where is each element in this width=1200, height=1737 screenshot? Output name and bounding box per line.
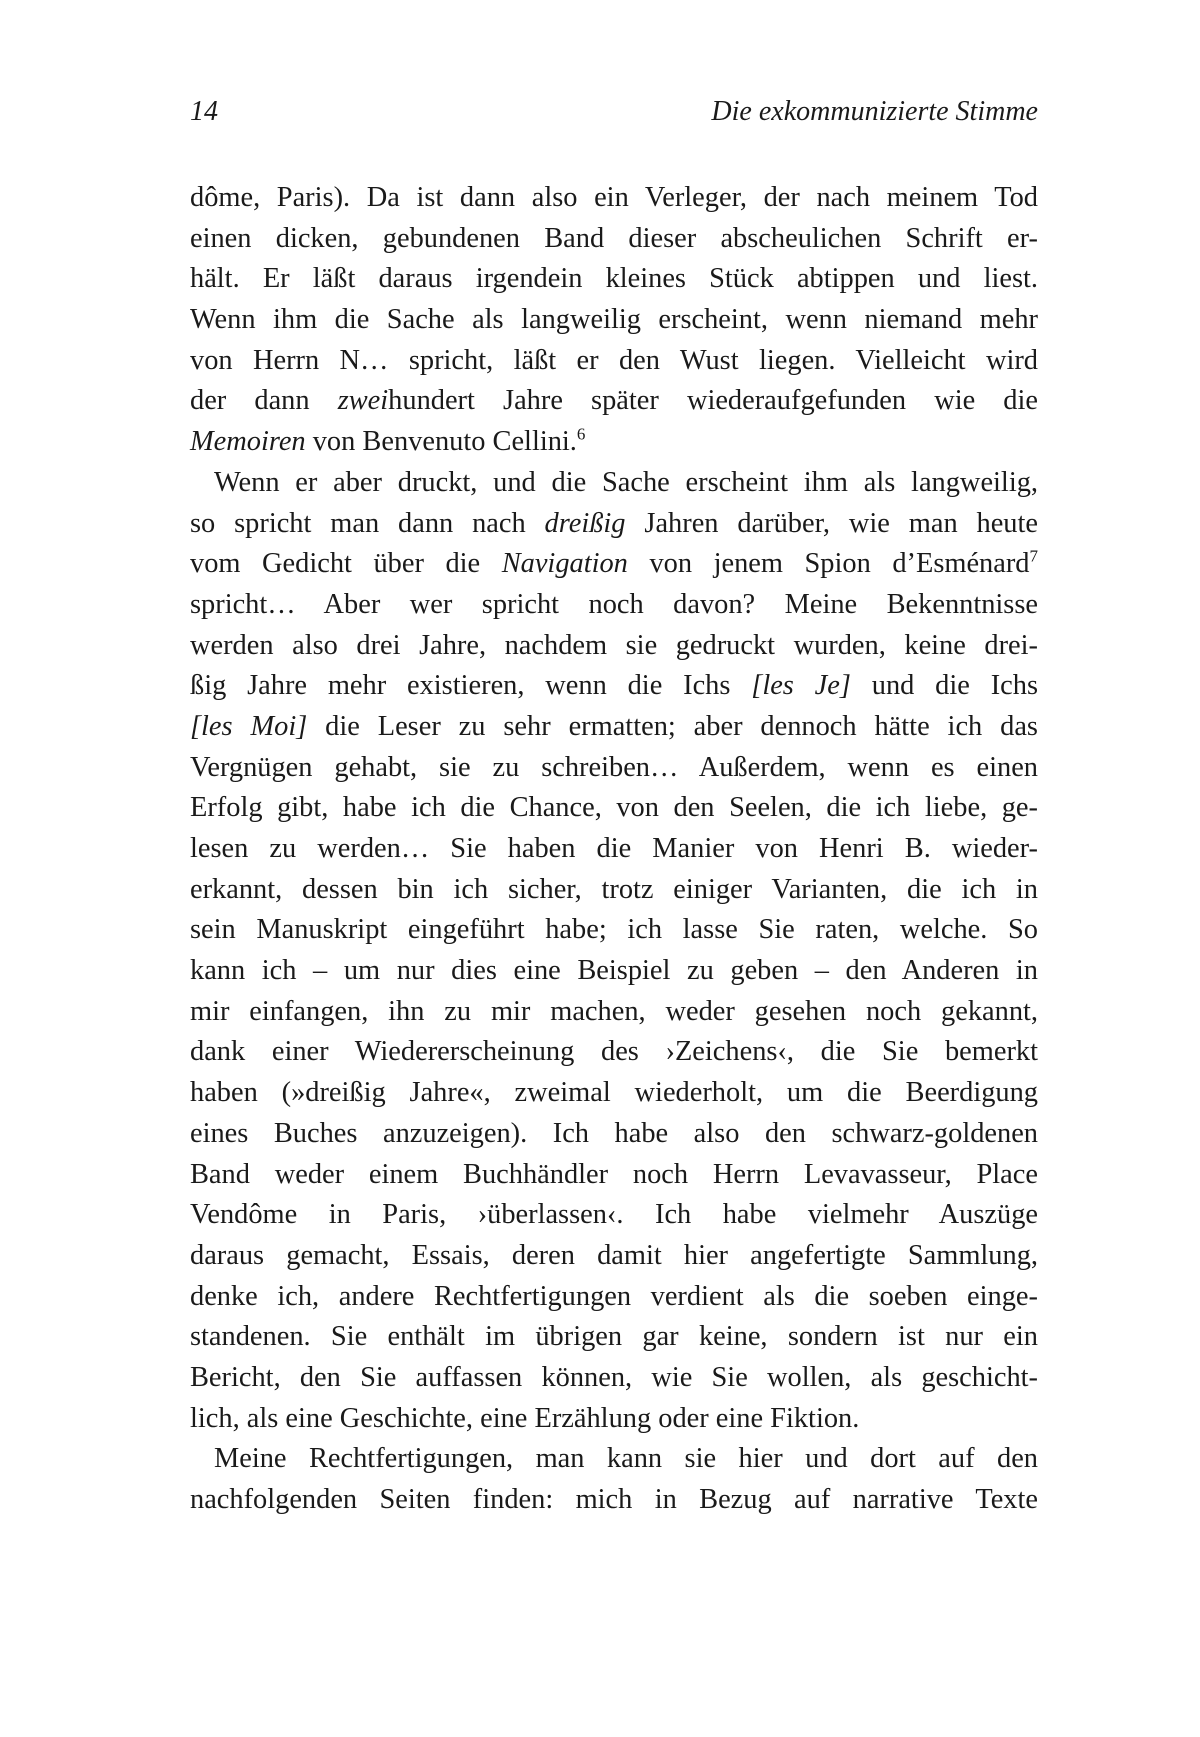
text-line: lich, als eine Geschichte, eine Erzählung oder eine Fiktion.: [190, 1402, 860, 1434]
text-line: von Herrn N… spricht, läßt er den Wust liegen. Vielleicht wird: [190, 344, 1038, 376]
text-line: denke ich, andere Rechtfertigungen verdient als die soeben einge-: [190, 1280, 1038, 1312]
text-line: dôme, Paris). Da ist dann also ein Verleger, der nach meinem Tod: [190, 182, 1038, 213]
text-segment: der dann: [190, 385, 338, 417]
paragraph: [190, 463, 1038, 1440]
text-segment: und die Ichs: [850, 670, 1038, 702]
running-title: Die exkommunizierte Stimme: [711, 96, 1038, 127]
emphasis: Memoiren: [190, 426, 306, 458]
paragraph: [190, 1439, 1038, 1520]
footnote-marker[interactable]: 6: [576, 424, 586, 444]
text-line: werden also drei Jahre, nachdem sie gedruckt wurden, keine drei-: [190, 629, 1038, 661]
paragraph: [190, 178, 1038, 463]
text-line: Bericht, den Sie auffassen können, wie Sie wollen, als geschicht-: [190, 1361, 1038, 1393]
text-line: einen dicken, gebundenen Band dieser abscheulichen Schrift er-: [190, 222, 1038, 254]
text-segment: Jahren darüber, wie man heute: [625, 507, 1038, 539]
text-segment: vom Gedicht über die: [190, 548, 502, 580]
text-line: Wenn ihm die Sache als langweilig erscheint, wenn niemand mehr: [190, 304, 1038, 336]
text-line: spricht… Aber wer spricht noch davon? Meine Bekenntnisse: [190, 588, 1038, 620]
footnote-marker[interactable]: 7: [1029, 546, 1038, 566]
text-line: Vendôme in Paris, ›überlassen‹. Ich habe vielmehr Auszüge: [190, 1199, 1038, 1231]
emphasis: zwei: [337, 385, 389, 417]
emphasis: [les Moi]: [190, 710, 308, 742]
text-line: kann ich – um nur dies eine Beispiel zu geben – den Anderen in: [190, 955, 1038, 987]
text-line: Vergnügen gehabt, sie zu schreiben… Außerdem, wenn es einen: [190, 751, 1038, 783]
text-line: [190, 381, 1038, 422]
text-line: [190, 666, 1038, 707]
text-segment: hundert Jahre später wiederaufgefunden wie die: [388, 385, 1038, 417]
emphasis: Navigation: [501, 548, 628, 580]
text-line: hält. Er läßt daraus irgendein kleines Stück abtippen und liest.: [190, 263, 1038, 295]
text-line: [190, 422, 1038, 463]
text-line: [190, 504, 1038, 545]
page-number: 14: [190, 96, 218, 127]
text-segment: ßig Jahre mehr existieren, wenn die Ichs: [190, 670, 752, 702]
emphasis: dreißig: [544, 507, 626, 539]
emphasis: [les Je]: [751, 670, 851, 702]
running-head: [190, 96, 1038, 136]
text-line: [190, 707, 1038, 748]
text-line: Wenn er aber druckt, und die Sache erscheint ihm als langweilig,: [214, 466, 1038, 498]
text-line: sein Manuskript eingeführt habe; ich lasse Sie raten, welche. So: [190, 914, 1038, 946]
text-line: Meine Rechtfertigungen, man kann sie hier und dort auf den: [214, 1443, 1038, 1475]
text-segment: von jenem Spion d’Esménard: [627, 548, 1030, 580]
text-segment: von Benvenuto Cellini.: [305, 426, 577, 458]
text-line: dank einer Wiedererscheinung des ›Zeichens‹, die Sie bemerkt: [190, 1036, 1038, 1068]
text-line: Band weder einem Buchhändler noch Herrn Levavasseur, Place: [190, 1158, 1038, 1190]
text-line: Erfolg gibt, habe ich die Chance, von den Seelen, die ich liebe, ge-: [190, 792, 1038, 824]
text-segment: die Leser zu sehr ermatten; aber dennoch hätte ich das: [307, 710, 1038, 742]
text-line: eines Buches anzuzeigen). Ich habe also den schwarz-goldenen: [190, 1117, 1038, 1149]
text-line: nachfolgenden Seiten finden: mich in Bezug auf narrative Texte: [190, 1484, 1038, 1515]
text-line: standenen. Sie enthält im übrigen gar keine, sondern ist nur ein: [190, 1321, 1038, 1353]
text-line: haben (»dreißig Jahre«, zweimal wiederholt, um die Beerdigung: [190, 1077, 1038, 1109]
text-line: erkannt, dessen bin ich sicher, trotz einiger Varianten, die ich in: [190, 873, 1038, 905]
text-line: lesen zu werden… Sie haben die Manier von Henri B. wieder-: [190, 833, 1038, 864]
text-segment: so spricht man dann nach: [190, 507, 545, 539]
text-line: mir einfangen, ihn zu mir machen, weder gesehen noch gekannt,: [190, 995, 1038, 1027]
text-line: daraus gemacht, Essais, deren damit hier angefertigte Sammlung,: [190, 1239, 1038, 1271]
body-text: [190, 178, 1038, 1521]
text-line: [190, 544, 1038, 585]
